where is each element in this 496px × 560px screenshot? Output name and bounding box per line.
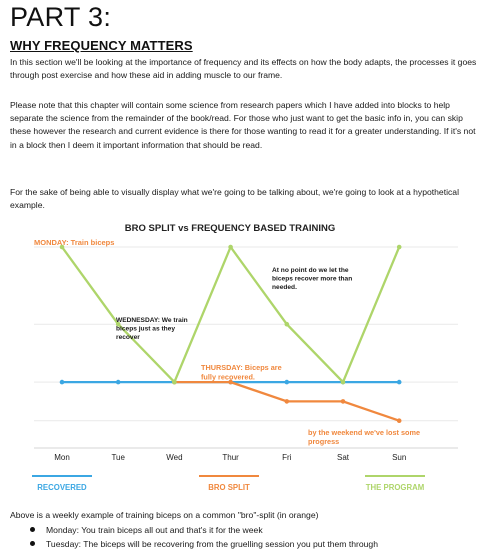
chart-series bbox=[60, 245, 402, 423]
recovered-point bbox=[116, 380, 121, 385]
recovered-point bbox=[285, 380, 290, 385]
program-point bbox=[228, 245, 233, 250]
program-series-line bbox=[62, 247, 399, 382]
bullet-dot bbox=[30, 541, 35, 546]
note-paragraph: Please note that this chapter will contain some science from research papers which I have added into blocks to help separate the science from the remainder of the book/read. For those who just want to get the basic info in, you can skip these however the research and current evidence is there for those wanting to read it for a greater understanding. If it's not in a block then I deem it important information that should be read. bbox=[10, 100, 476, 150]
recovered-point bbox=[397, 380, 402, 385]
bullet-list bbox=[0, 523, 378, 551]
legend-label: THE PROGRAM bbox=[365, 483, 425, 492]
thursday-annotation: THURSDAY: Biceps are fully recovered. bbox=[201, 363, 282, 382]
frequency-chart bbox=[0, 214, 496, 498]
intro-paragraph: In this section we'll be looking at the importance of frequency and its effects on how the body adapts, the processes it goes through post exercise and how these aid in adding muscle to our frame. bbox=[10, 57, 477, 81]
list-item-text: Tuesday: The biceps will be recovering from the gruelling session you put them through bbox=[46, 539, 378, 549]
monday-annotation: MONDAY: Train biceps bbox=[34, 238, 115, 247]
bro-split-point bbox=[285, 399, 290, 404]
bro-split-point bbox=[397, 418, 402, 423]
example-paragraph: For the sake of being able to visually display what we're going to be talking about, we're going to look at a hypothetical example. bbox=[10, 187, 459, 211]
legend-label: RECOVERED bbox=[37, 483, 87, 492]
program-point bbox=[172, 380, 177, 385]
part-heading: PART 3: bbox=[10, 2, 112, 32]
chart-title: BRO SPLIT vs FREQUENCY BASED TRAINING bbox=[124, 223, 336, 234]
x-tick-label: Mon bbox=[54, 453, 70, 462]
list-item-text: Monday: You train biceps all out and that's it for the week bbox=[46, 525, 263, 535]
section-heading: WHY FREQUENCY MATTERS bbox=[10, 38, 193, 53]
list-item bbox=[0, 537, 378, 551]
x-tick-label: Tue bbox=[111, 453, 125, 462]
x-tick-label: Thur bbox=[222, 453, 239, 462]
x-tick-label: Sun bbox=[392, 453, 407, 462]
chart-legend bbox=[32, 476, 425, 492]
at-no-point-annotation: At no point do we let the biceps recover more than needed. bbox=[272, 267, 353, 291]
bullet-dot bbox=[30, 527, 35, 532]
weekend-annotation: by the weekend we've lost some progress bbox=[308, 428, 421, 446]
chart-caption: Above is a weekly example of training biceps on a common "bro"-split (in orange) bbox=[10, 510, 319, 520]
legend-label: BRO SPLIT bbox=[208, 483, 250, 492]
chart-annotations bbox=[34, 238, 420, 446]
wednesday-annotation: WEDNESDAY: We train biceps just as they recover bbox=[116, 317, 188, 341]
program-point bbox=[397, 245, 402, 250]
list-item bbox=[0, 523, 378, 537]
x-tick-label: Fri bbox=[282, 453, 292, 462]
bro-split-point bbox=[341, 399, 346, 404]
program-point bbox=[285, 322, 290, 327]
x-tick-label: Sat bbox=[336, 453, 350, 462]
recovered-point bbox=[60, 380, 65, 385]
program-point bbox=[341, 380, 346, 385]
x-tick-label: Wed bbox=[166, 453, 183, 462]
chart-x-axis bbox=[54, 453, 406, 462]
